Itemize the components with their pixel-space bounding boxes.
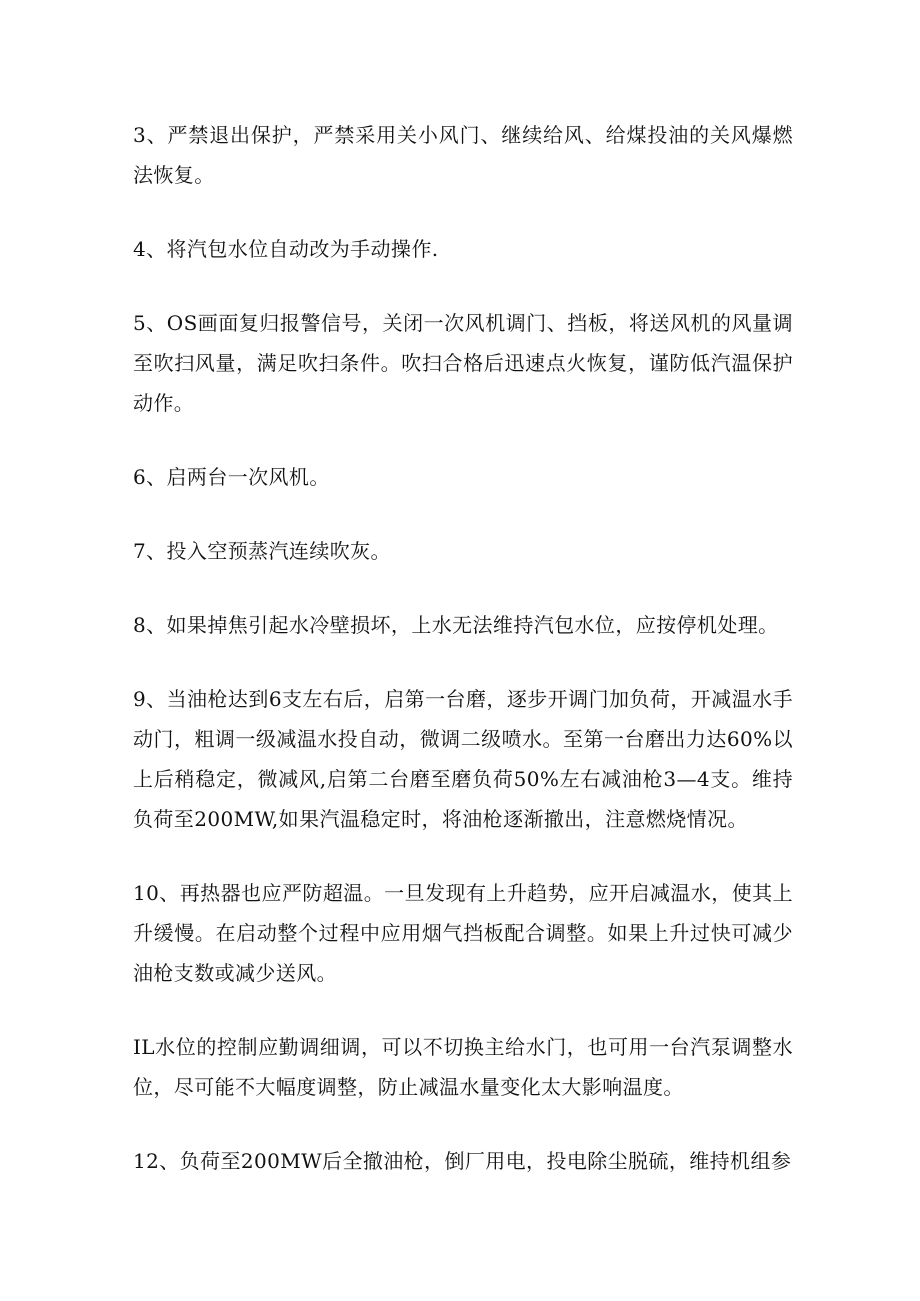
paragraph-step-8: 8、如果掉焦引起水冷壁损坏，上水无法维持汽包水位，应按停机处理。 [133, 613, 779, 637]
paragraph-step-3: 3、严禁退出保护，严禁采用关小风门、继续给风、给煤投油的关风爆燃法恢复。 [133, 123, 793, 187]
document-body [133, 115, 793, 1215]
paragraph-step-4: 4、将汽包水位自动改为手动操作. [133, 237, 439, 261]
paragraph-step-6: 6、启两台一次风机。 [133, 465, 330, 489]
paragraph-step-12: 12、负荷至200MW后全撤油枪，倒厂用电，投电除尘脱硫，维持机组参 [133, 1149, 792, 1173]
paragraph-step-5: 5、OS画面复归报警信号，关闭一次风机调门、挡板，将送风机的风量调至吹扫风量，满足吹扫条件。吹扫合格后迅速点火恢复，谨防低汽温保护动作。 [133, 311, 793, 415]
paragraph-step-11: IL水位的控制应勤调细调，可以不切换主给水门，也可用一台汽泵调整水位，尽可能不大幅度调整，防止减温水量变化太大影响温度。 [133, 1035, 793, 1099]
paragraph-step-9: 9、当油枪达到6支左右后，启第一台磨，逐步开调门加负荷，开减温水手动门，粗调一级减温水投自动，微调二级喷水。至第一台磨出力达60%以上后稍稳定，微减风,启第二台磨至磨负荷50%左右减油枪3—4支。维持负荷至200MW,如果汽温稳定时，将油枪逐渐撤出，注意燃烧情况。 [133, 687, 793, 831]
paragraph-step-10: 10、再热器也应严防超温。一旦发现有上升趋势，应开启减温水，使其上升缓慢。在启动整个过程中应用烟气挡板配合调整。如果上升过快可减少油枪支数或减少送风。 [133, 881, 793, 985]
paragraph-step-7: 7、投入空预蒸汽连续吹灰。 [133, 539, 391, 563]
